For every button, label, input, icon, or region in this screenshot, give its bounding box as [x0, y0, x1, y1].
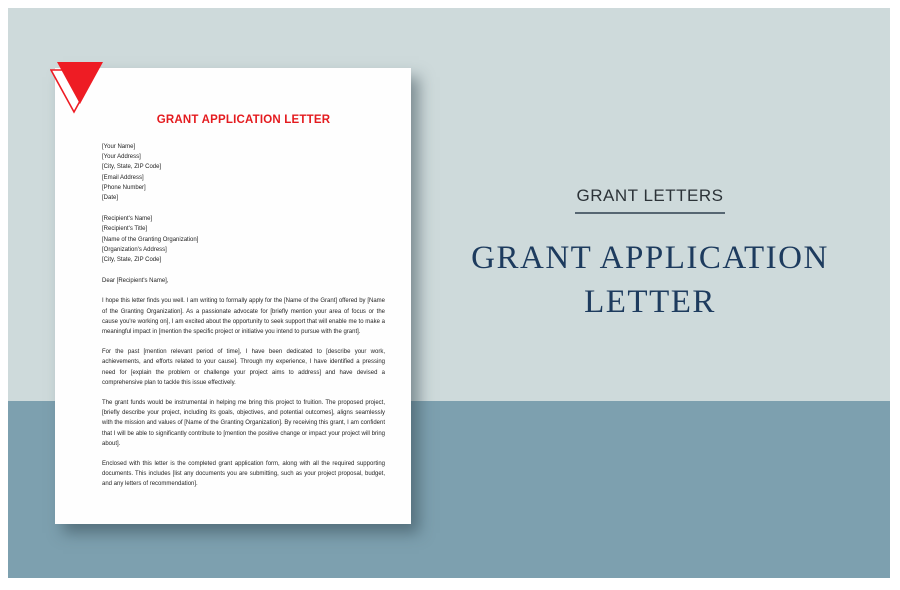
- sender-line: [Phone Number]: [102, 184, 146, 191]
- letter-paragraph: Enclosed with this letter is the completed grant application form, along with all the required supporting documents. This includes [list any documents you are submitting, such as your project proposal, budget, and any letters of recommendation].: [102, 461, 385, 488]
- category-label: GRANT LETTERS: [575, 186, 726, 214]
- recipient-line: [Organization's Address]: [102, 246, 167, 253]
- salutation: Dear [Recipient's Name],: [102, 278, 169, 285]
- template-title: [440, 236, 860, 324]
- title-panel: [440, 186, 860, 324]
- recipient-line: [City, State, ZIP Code]: [102, 257, 162, 264]
- sender-line: [Your Address]: [102, 154, 141, 161]
- preview-canvas: [8, 8, 890, 578]
- sender-line: [Email Address]: [102, 174, 144, 181]
- letter-paragraph: For the past [mention relevant period of time], I have been dedicated to [describe your work, achievements, and efforts related to your cause]. Through my experience, I have identified a pressing need for [explain the problem or challenge your project aims to address] and have devised a comprehensive plan to tackle this issue effectively.: [102, 349, 385, 386]
- letter-document: [55, 68, 411, 524]
- recipient-block: [102, 214, 385, 265]
- recipient-line: [Recipient's Title]: [102, 226, 148, 233]
- letter-paragraph: I hope this letter finds you well. I am writing to formally apply for the [Name of the Grant] offered by [Name of the Granting Organization]. As a passionate advocate for [briefly mention your area of focus or the cause you're working on], I am excited about the opportunity to seek support that will enable me to make a meaningful impact in [mention the specific project or initiative you intend to pursue with the grant].: [102, 298, 385, 336]
- brand-triangle-logo-icon: [50, 60, 107, 114]
- letter-paragraph: The grant funds would be instrumental in helping me bring this project to fruition. The proposed project, [briefly describe your project, including its goals, objectives, and potential outcomes], aligns seamlessly with the mission and values of [Name of the Granting Organization]. By receiving this grant, I am confident that I will be able to significantly contribute to [mention the positive change or impact your project will bring about].: [102, 400, 385, 447]
- recipient-line: [Recipient's Name]: [102, 216, 153, 223]
- sender-line: [Date]: [102, 195, 119, 202]
- letter-title: GRANT APPLICATION LETTER: [156, 114, 331, 126]
- recipient-line: [Name of the Granting Organization]: [102, 236, 199, 243]
- sender-line: [City, State, ZIP Code]: [102, 164, 162, 171]
- template-title-line1: GRANT APPLICATION: [471, 240, 829, 276]
- sender-block: [102, 142, 385, 203]
- template-title-line2: LETTER: [584, 284, 716, 320]
- letter-body: [55, 68, 411, 490]
- sender-line: [Your Name]: [102, 144, 136, 150]
